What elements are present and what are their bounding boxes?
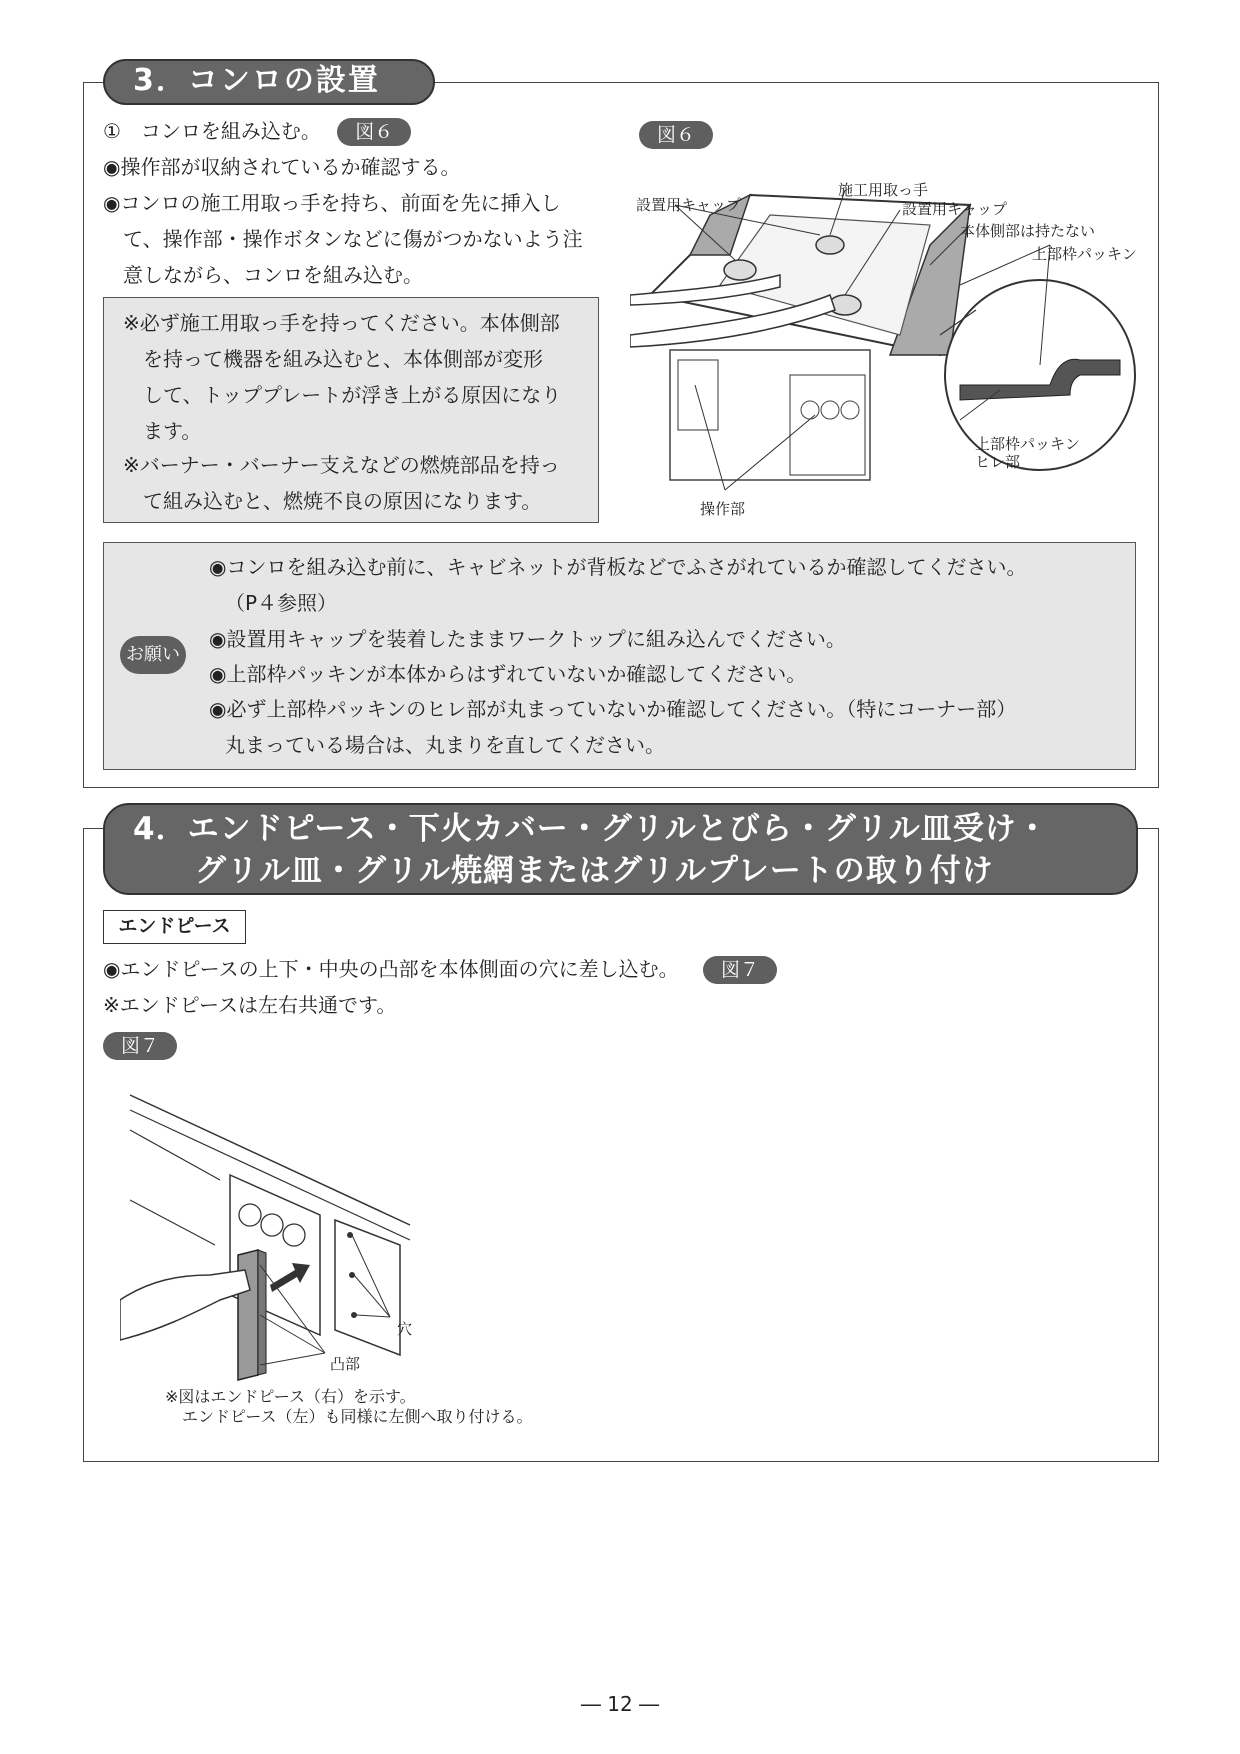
caution-l2: を持って機器を組み込むと、本体側部が変形 [143,347,543,371]
callout-hole: 穴 [397,1320,413,1338]
figure-6-label-pill: 図６ [639,121,713,149]
bullet-insert-l2: て、操作部・操作ボタンなどに傷がつかないよう注 [123,227,583,251]
endpiece-subheading-text: エンドピース [118,915,231,937]
bullet-control-stored: ◉操作部が収納されているか確認する。 [103,155,461,179]
step-1 [103,117,411,146]
callout-cap-left: 設置用キャップ [636,196,742,214]
section3-title [103,59,435,105]
callout-handle: 施工用取っ手 [838,181,929,199]
bullet-insert-l1: ◉コンロの施工用取っ手を持ち、前面を先に挿入し [103,191,561,215]
callout-control: 操作部 [700,500,746,518]
callout-no-hold: 本体側部は持たない [960,222,1096,240]
bullet-insert-l3: 意しながら、コンロを組み込む。 [123,263,423,287]
caution-l4: ます。 [143,419,202,443]
request-2: ◉設置用キャップを装着したままワークトップに組み込んでください。 [209,627,846,651]
caution-l1: ※必ず施工用取っ手を持ってください。本体側部 [123,311,560,335]
section3-title-text: 3．コンロの設置 [133,63,380,98]
figure-7-caption-l1: ※図はエンドピース（右）を示す。 [165,1387,416,1406]
request-1-l1: ◉コンロを組み込む前に、キャビネットが背板などでふさがれているか確認してください。 [209,555,1027,579]
figure-7-illustration [120,1085,440,1385]
section4-title-l1: 4．エンドピース・下火カバー・グリルとびら・グリル皿受け・ [133,811,1049,847]
figure-7-label [103,1032,177,1060]
request-1-l2: （P４参照） [225,591,338,615]
figure-6-ref-pill: 図６ [337,118,411,146]
endpiece-instruction [103,955,777,984]
request-4-l2: 丸まっている場合は、丸まりを直してください。 [225,733,665,757]
request-badge [120,636,186,674]
section4-title [103,803,1138,895]
endpiece-subheading [103,910,246,944]
request-badge-text: お願い [126,644,180,665]
callout-boss: 凸部 [330,1355,361,1373]
step-1-text: ① コンロを組み込む。 [103,119,321,143]
endpiece-instruction-text: ◉エンドピースの上下・中央の凸部を本体側面の穴に差し込む。 [103,957,679,981]
figure-6-label [639,121,713,149]
figure-7-caption-l2: エンドピース（左）も同様に左側へ取り付ける。 [182,1407,533,1426]
caution-l5: ※バーナー・バーナー支えなどの燃焼部品を持っ [123,453,560,477]
callout-fin-l1: 上部枠パッキン [975,435,1080,453]
request-4-l1: ◉必ず上部枠パッキンのヒレ部が丸まっていないか確認してください。（特にコーナー部） [209,697,1017,721]
page-number: ― 12 ― [580,1692,660,1716]
figure-7-ref-pill: 図７ [703,956,777,984]
request-3: ◉上部枠パッキンが本体からはずれていないか確認してください。 [209,662,807,686]
caution-l6: て組み込むと、燃焼不良の原因になります。 [143,489,542,513]
caution-l3: して、トッププレートが浮き上がる原因になり [143,383,562,407]
callout-cap-right: 設置用キャップ [902,200,1008,218]
endpiece-note: ※エンドピースは左右共通です。 [103,993,397,1017]
section4-title-l2: グリル皿・グリル焼網またはグリルプレートの取り付け [195,853,994,889]
callout-fin-l2: ヒレ部 [975,453,1021,471]
callout-packing: 上部枠パッキン [1032,245,1137,263]
figure-7-label-pill: 図７ [103,1032,177,1060]
